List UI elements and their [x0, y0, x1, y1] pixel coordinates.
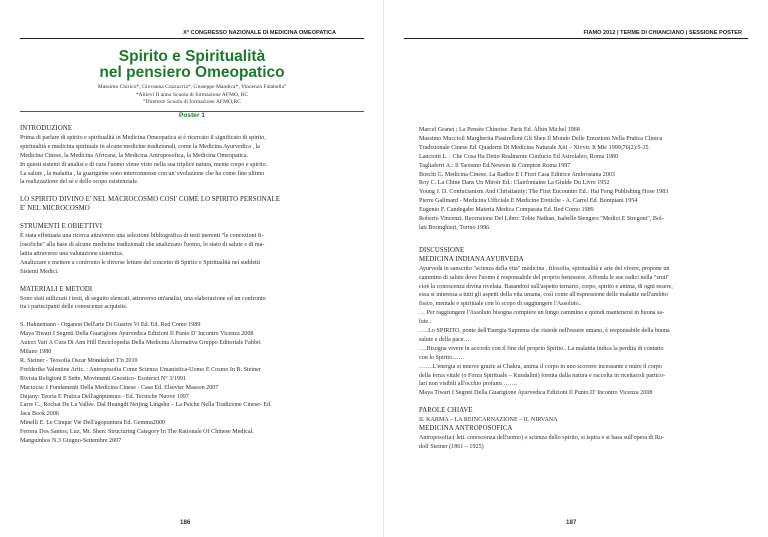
- authors-affiliation-2: °Direttore Scuola di formazione AFMO,RC: [143, 99, 241, 106]
- reference-item: Dujany: Teoria E Pratica Dell'agopuntura - Ed. Tecniche Nuove 1997: [20, 393, 189, 400]
- intro-heading: INTRODUZIONE: [20, 125, 73, 132]
- tools-line: Sistemi Medici.: [20, 268, 59, 275]
- reference-item: Lanciotti L. : Che Cosa Ha Detto Realmente Confucio Ed Astrolabio, Roma 1980: [419, 153, 619, 160]
- intro-line: Medicina Cinese, la Medicina Africana, la Medicina Antroposofica, la Medicina Omeopatica.: [20, 152, 249, 159]
- tools-line: Analizzare e mettere a confronto le diverse letture del concetto di Spirito e Spiritualità nei suddetti: [20, 259, 261, 266]
- tools-heading: STRUMENTI E OBIETTIVI: [20, 223, 103, 231]
- reference-item: S. Hahnemann - Organon Dell'arte Di Guarire Vi Ed. Ed. Red Como 1989: [20, 322, 201, 329]
- reference-item: Manguinhos N.3 Giugno-Settembre 2007: [20, 438, 122, 445]
- poster-label-bar: [20, 111, 364, 120]
- intro-line: la realizzazione del sè e dello scopo esistenziale.: [20, 179, 139, 186]
- ayurveda-line: Ayurveda in sanscrito "scienza della vita" medicina , filosofia, spiritualità e arte del vivere, propone un: [419, 265, 670, 272]
- ayurveda-line: Maya Tiwari I Segreti Della Guarigione Ayurvedica Edizioni Il Punto D' Incontro Vicenza 2008: [419, 390, 653, 397]
- ayurveda-line: lari non visibili all'occhio profano……..: [419, 381, 517, 388]
- anthroposophic-line: dolf Steiner (1861 – 1925): [419, 443, 484, 450]
- ayurveda-line: lute..: [419, 319, 432, 326]
- ayurveda-line: salute e della pace…: [419, 336, 470, 343]
- intro-line: Prima di parlare di spirito e spiritualità in Medicina Omeopatica si è ricercato il significato di spirito,: [20, 134, 266, 141]
- methods-heading: MATERIALI E METODI: [20, 285, 93, 293]
- reference-item: Rivista Religioni E Sette, Movimenti Gnostico- Esoterici N° 3/1991: [20, 375, 187, 382]
- reference-item: Massimo Muccioli Margherita Piastrelloni Gli Shen Il Mondo Delle Emozioni Nella Pratica Clinica: [419, 135, 663, 142]
- left-column-text: [20, 125, 362, 446]
- anthroposophic-line: Antroposofia:( lett. conoscenza dell'uomo) o scienza dello spirito, si ispira e si basa sull'opera di Ru-: [419, 435, 665, 441]
- methods-line: Sono stati utilizzati i testi, di seguito elencati, attraverso un'analisi, una elaborazione ed un confronto: [20, 295, 266, 302]
- reference-item: Larre C., Rochat De La Vallée. Dal Huangdi Neijing Lingshu – La Psiche Nella Tradizione Cinese- Ed.: [20, 402, 272, 409]
- reference-item: Autori Vari A Cura Di Ann Hill Enciclopedia Della Medicina Alternativa Gruppo Editoriale Fabbri: [20, 340, 261, 347]
- title-line-1: Spirito e Spiritualità: [118, 48, 266, 65]
- reference-item: Roy C. La Chine Dans Un Miroir Ed.: Clairfontaine La Giulde Du Livre 1952: [419, 180, 610, 187]
- reference-item: Ferrera Dos Santos; Luz, Mt. Shen: Structuring Category In The Rationale Of Chinese Medical.: [20, 429, 254, 436]
- page-number-left: 186: [180, 519, 191, 526]
- ayurveda-heading: MEDICINA INDIANA AYURVEDA: [419, 255, 524, 263]
- ayurveda-line: essa si interessa a tutti gli aspetti della vita umana, così come all'espressione delle malattie nell'ambito: [419, 292, 668, 299]
- page-number-right: 187: [566, 519, 577, 526]
- reference-item: Milano 1980: [20, 349, 52, 356]
- reference-item: Maciocia: I Fondamenti Della Medicina Cinese - Casa Ed. Elsevier Masson 2007: [20, 384, 219, 391]
- reference-item: Young J. D. Confucianism And Christianity: The First Encounter Ed.: Hai Feng Publishing Hose 1983: [419, 189, 669, 196]
- ayurveda-line: …….L'energia si muove grazie ai Chakra, anima il corpo in uno scorrere incessante e nutre il corpo: [419, 363, 662, 370]
- reference-item: lati Boringhieri, Torino 1996.: [419, 224, 491, 231]
- reference-item: Roberto Vincenzi. Recensione Del Libro: Tobie Nathan, Isabelle Stengers "Medici E Stregoni", Bol-: [419, 216, 664, 223]
- title-line-2: nel pensiero Omeopatico: [99, 64, 285, 81]
- reference-item: Tradizionale Cinese Ed. Quaderni Di Medicina Naturale Xiii – Xivvir. It Mtc 1999;76(2):5-35: [419, 144, 649, 151]
- ayurveda-line: fisico, mentale e spirituale con lo scopo di raggiungere l'Assoluto..: [419, 301, 582, 308]
- intro-line: La salute , la malattia , la guarigione sono interconnesse con un' evoluzione che ha come fine ultimo: [20, 170, 265, 177]
- reference-item: R. Steiner - Teosofia Oscar Mondadori T'n 2010: [20, 357, 138, 364]
- keywords-heading: PAROLE CHIAVE: [419, 407, 473, 415]
- anthroposophic-heading: MEDICINA ANTROPOSOFICA: [419, 425, 513, 433]
- header-left-text: X° CONGRESSO NAZIONALE DI MEDICINA OMEOPATICA: [183, 30, 336, 36]
- poster-label: Poster 1: [178, 112, 206, 119]
- ayurveda-line: … Per raggiungere l'Assoluto bisogna compiere un lungo cammino e quindi mantenersi in buona sa-: [419, 310, 665, 317]
- spirit-heading-1: LO SPIRITO DIVINO E' NEL MACROCOSMO COSI' COME LO SPIRITO PERSONALE: [20, 196, 281, 204]
- authors-block: [0, 84, 384, 107]
- reference-item: Minelli E. Le Cinque Vie Dell'agopuntura Ed. Gemma2000: [20, 420, 165, 427]
- intro-line: spiritualità e medicina spirituale in alcune medicine tradizionali, come la Medicina Ayurvedica , la: [20, 143, 260, 150]
- ayurveda-line: della forza vitale (o Forza Spirituale – Kundalini) fornita dalla natura e raccolta in ricettacoli partico-: [419, 372, 666, 379]
- ayurveda-line: ….Bisogna vivere in accordo con il fine del proprio Spirito.. La malattia indica la perdita di contatto: [419, 345, 664, 352]
- tools-line: È stata effettuata una ricerca attraverso una selezione bibliografica di testi inerenti "le concezioni fi-: [20, 233, 264, 240]
- reference-item: Boschi G. Medicina Cinese. La Radice E I Fiori Casa Editrice Ambrosiana 2003: [419, 171, 615, 178]
- reference-item: Tagliaferri A.: Il Taoismo Ed.Newton & Compton Roma 1997: [419, 162, 571, 169]
- reference-item: Jaca Book 2006: [20, 411, 59, 418]
- reference-item: Marcel Granet ; La Pensèe Chinoise. Paris Ed. Albin Michel 1968: [419, 127, 580, 133]
- methods-line: tra i partecipanti delle conoscenze acquisite.: [20, 304, 128, 311]
- tools-line: losofiche" alla base di alcune medicine tradizionali che analizzano l'uomo, lo stato di salute e di ma-: [20, 241, 265, 248]
- running-header-right: [404, 28, 748, 39]
- tools-line: lattia attraverso una valutazione sistemica.: [20, 250, 124, 257]
- reference-item: Freiderike Valentine Artic. : Antroposofia Come Scienza Umanistica-Uomo E Cosmo In R. Steiner: [20, 366, 261, 373]
- header-right-text: FIAMO 2012 | TERME DI CHIANCIANO | SESSIONE POSTER: [583, 30, 742, 36]
- reference-item: Maya Tiwari I Segreti Della Guarigione Ayurvedica Edizioni Il Punto D' Incontro Vicenza 2008: [20, 331, 254, 338]
- intro-line: In questi sistemi di analisi e di cura l'uomo viene visto nella sua triplice natura, mente corpo e spirito.: [20, 161, 268, 168]
- ayurveda-line: cammino di salute dove l'uomo è responsabile del proprio benessere. Affonda le sue radici nella "sruti": [419, 274, 670, 281]
- authors-affiliation-1: *Allievi II anno Scuola di formazione AFMO, RC: [135, 91, 249, 98]
- right-column-text: [419, 126, 749, 452]
- running-header-left: [20, 28, 364, 39]
- reference-item: Pierre Galimard - Medicina Ufficiale E Medicine Eretiche - A. Carrel Ed. Bompiani 1954: [419, 198, 638, 205]
- ayurveda-line: con lo Spirito……: [419, 354, 465, 361]
- reference-item: Eugenio F. Candegabe Materia Medica Comparata Ed. Red Como 1989: [419, 207, 594, 214]
- discussion-heading: DISCUSSIONE: [419, 246, 465, 254]
- poster-title: [0, 49, 384, 81]
- ayurveda-line: …..Lo SPIRITO, ponte dell'Energia Suprema che risiede nell'essere umano, è responsabile della buona: [419, 328, 670, 335]
- authors-names: Massimo Chirico*, Giovanna Cuzzucria*, Giuseppe Mandica*, Vincenzo Falabella°: [97, 84, 287, 90]
- spirit-heading-2: E' NEL MICROCOSMO: [20, 205, 90, 213]
- keywords-text: II. KARMA – LA REINCARNAZIONE – II. NIRVANA: [419, 417, 558, 424]
- ayurveda-line: cioè la conoscenza divina rivelata. Basandosi sull'aspetto ternario, corpo, spirito e anima, di ogni essere,: [419, 283, 673, 290]
